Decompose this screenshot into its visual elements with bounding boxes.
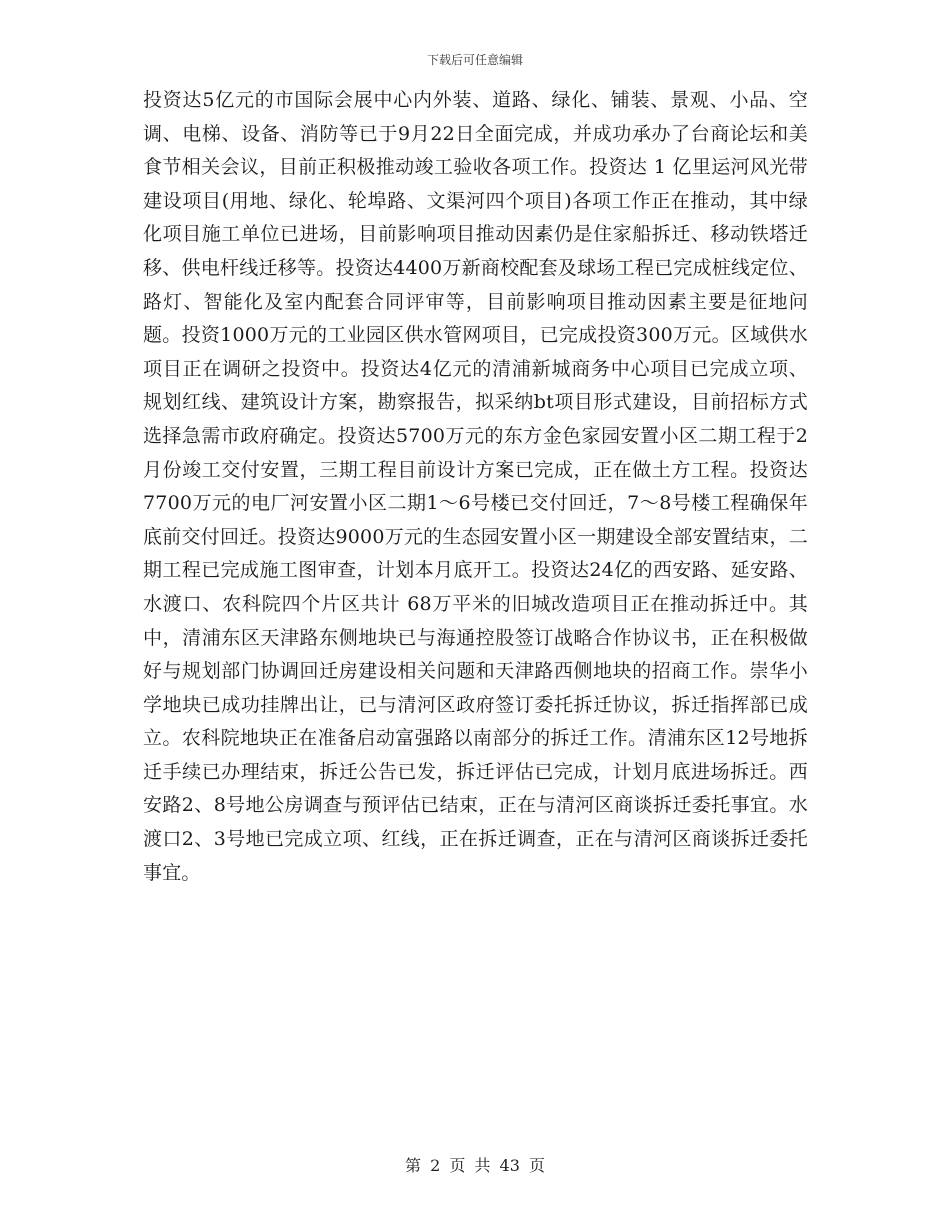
page-number-footer: 第 2 页 共 43 页 — [405, 1156, 545, 1175]
page-header-note: 下载后可任意编辑 — [426, 53, 523, 67]
body-paragraph: 投资达5亿元的市国际会展中心内外装、道路、绿化、铺装、景观、小品、空调、电梯、设备、消防等已于9月22日全面完成，并成功承办了台商论坛和美食节相关会议，目前正积极推动竣工验收各项工作。投资达 1 亿里运河风光带建设项目(用地、绿化、轮埠路、文渠河四个项目)各项工作正在推动，其中绿化项目施工单位已进场，目前影响项目推动因素仍是住家船拆迁、移动铁塔迁移、供电杆线迁移等。投资达4400万新商校配套及球场工程已完成桩线定位、路灯、智能化及室内配套合同评审等，目前影响项目推动因素主要是征地问题。投资1000万元的工业园区供水管网项目，已完成投资300万元。区域供水项目正在调研之投资中。投资达4亿元的清浦新城商务中心项目已完成立项、规划红线、建筑设计方案，勘察报告，拟采纳bt项目形式建设，目前招标方式选择急需市政府确定。投资达5700万元的东方金色家园安置小区二期工程于2月份竣工交付安置，三期工程目前设计方案已完成，正在做土方工程。投资达7700万元的电厂河安置小区二期1～6号楼已交付回迁，7～8号楼工程确保年底前交付回迁。投资达9000万元的生态园安置小区一期建设全部安置结束，二期工程已完成施工图审查，计划本月底开工。投资达24亿的西安路、延安路、水渡口、农科院四个片区共计 68万平米的旧城改造项目正在推动拆迁中。其中，清浦东区天津路东侧地块已与海通控股签订战略合作协议书，正在积极做好与规划部门协调回迁房建设相关问题和天津路西侧地块的招商工作。崇华小学地块已成功挂牌出让，已与清河区政府签订委托拆迁协议，拆迁指挥部已成立。农科院地块正在准备启动富强路以南部分的拆迁工作。清浦东区12号地拆迁手续已办理结束，拆迁公告已发，拆迁评估已完成，计划月底进场拆迁。西安路2、8号地公房调查与预评估已结束，正在与清河区商谈拆迁委托事宜。水渡口2、3号地已完成立项、红线，正在拆迁调查，正在与清河区商谈拆迁委托事宜。 — [143, 89, 808, 884]
